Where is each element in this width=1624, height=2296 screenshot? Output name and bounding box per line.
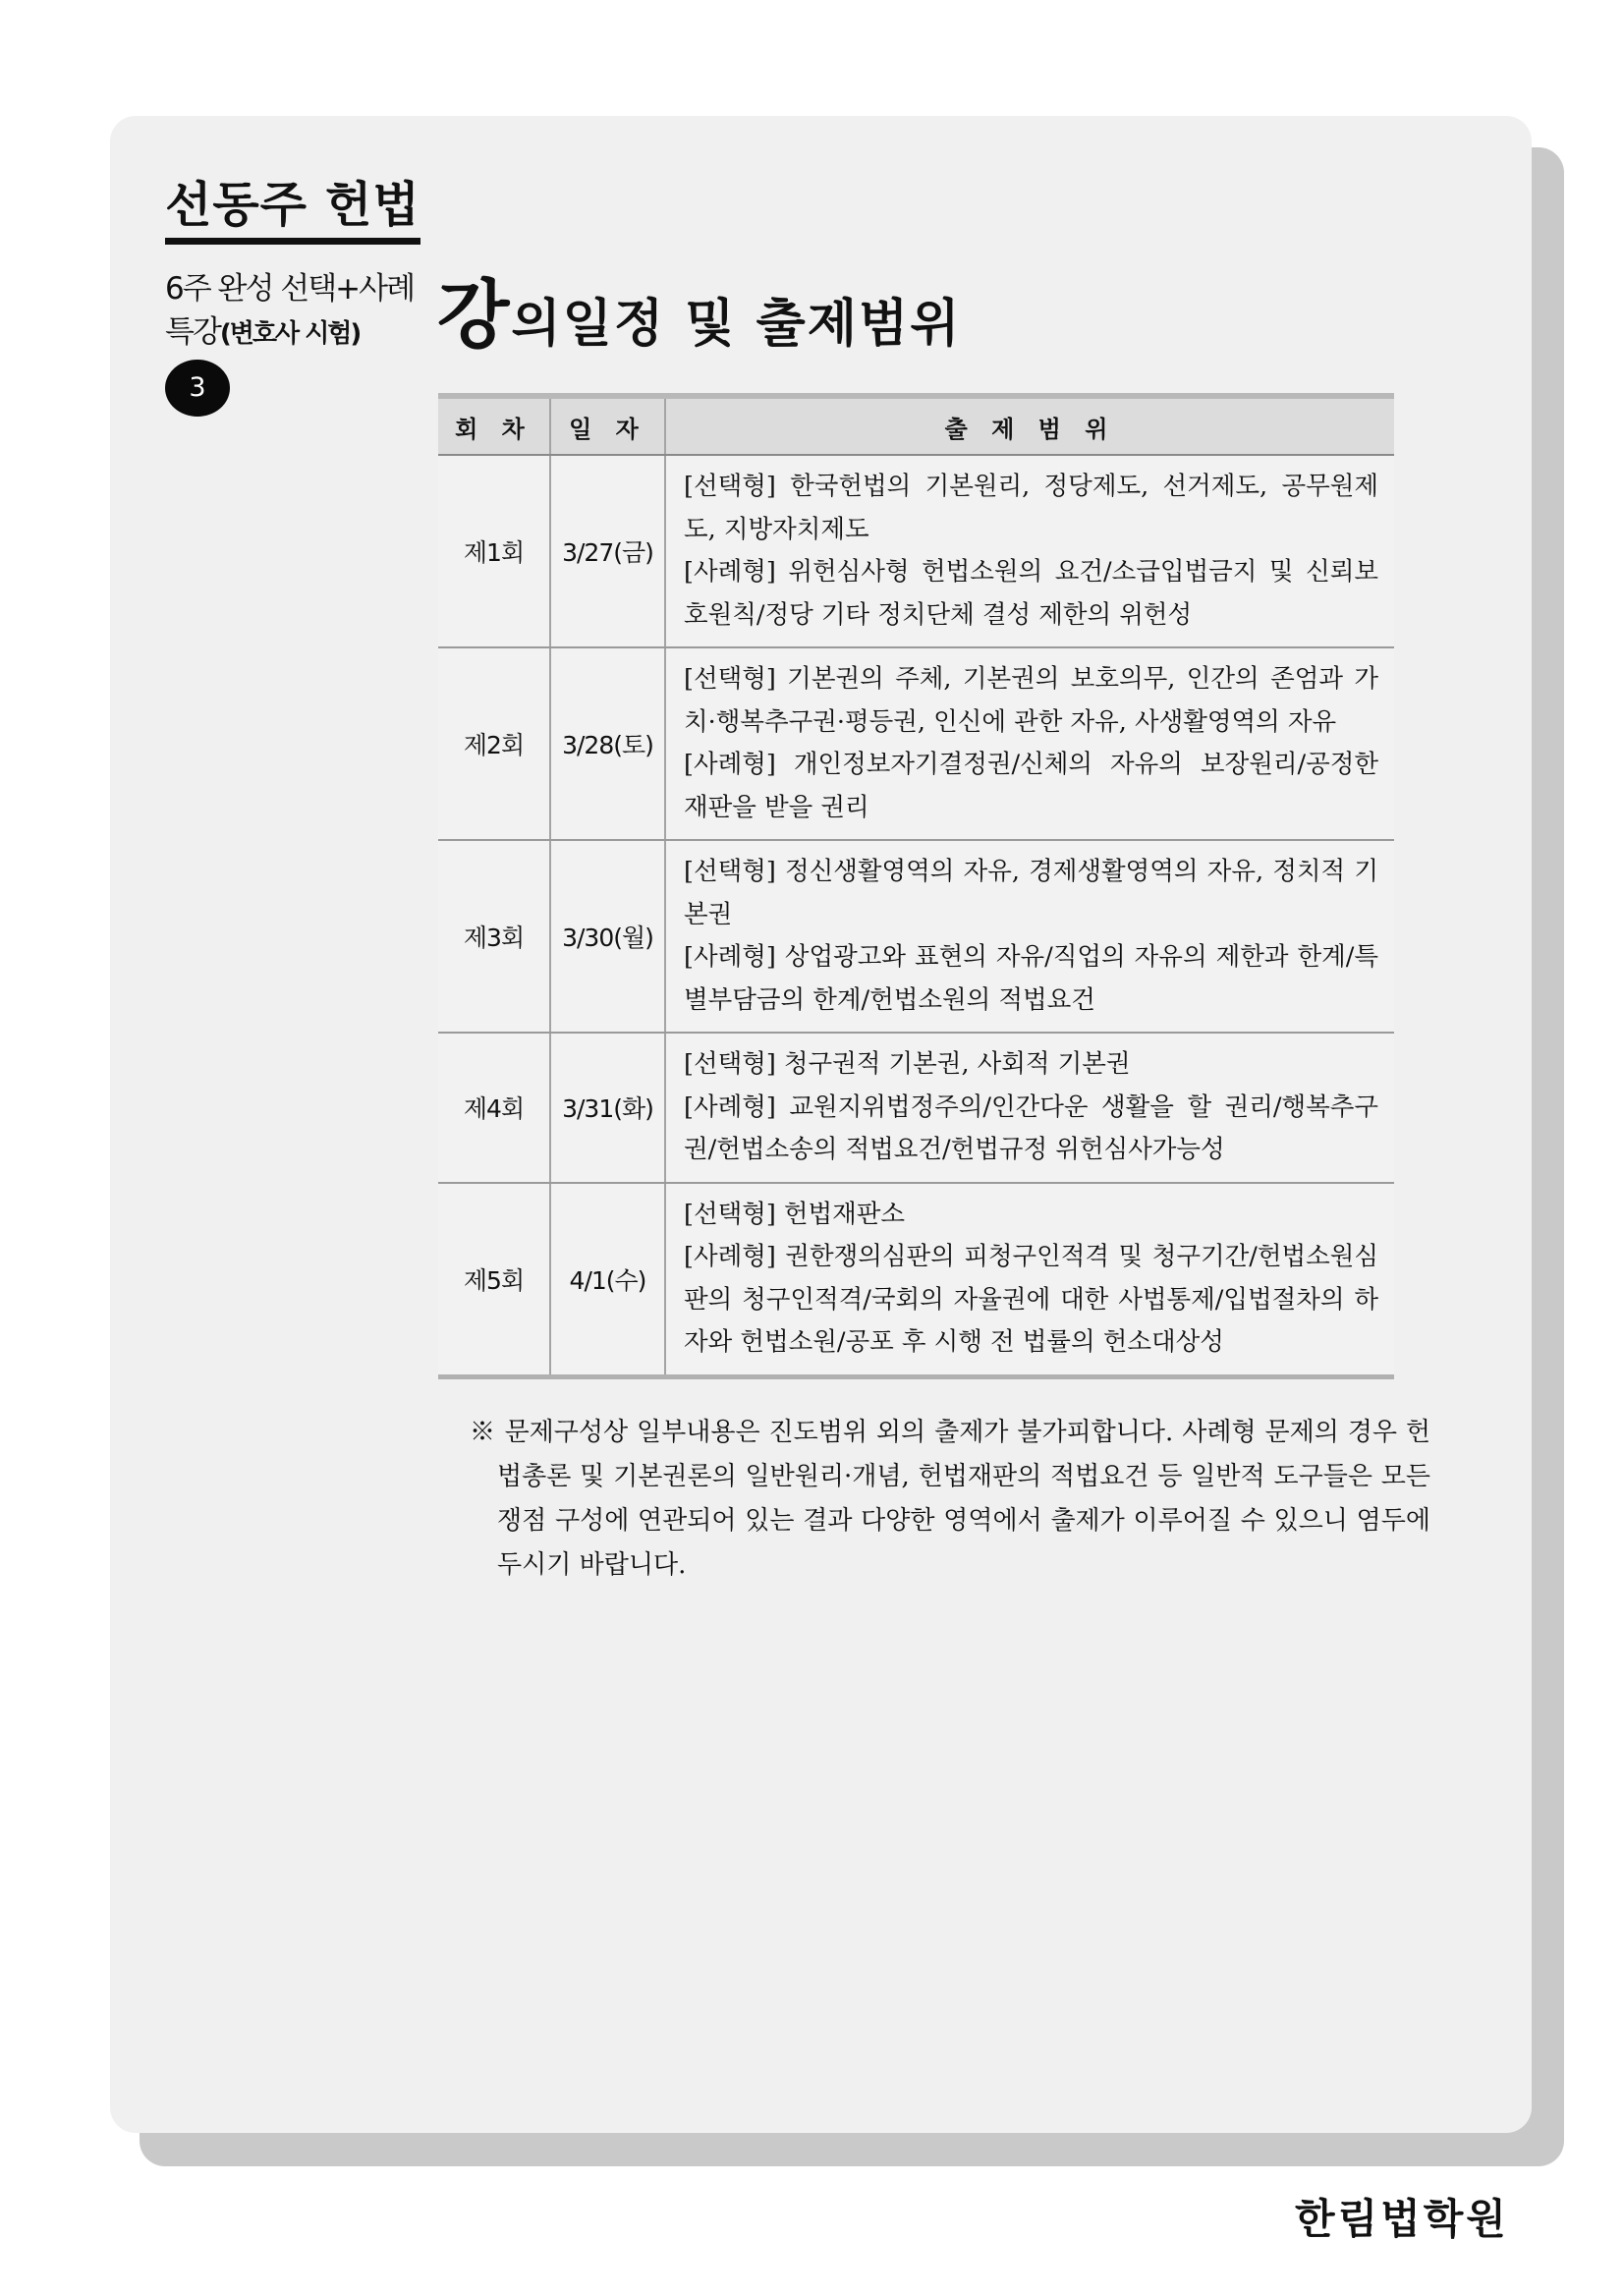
scope-line: [선택형] 기본권의 주체, 기본권의 보호의무, 인간의 존엄과 가치·행복추구권·평등권, 인신에 관한 자유, 사생활영역의 자유 — [684, 664, 1378, 737]
scope-line: [사례형] 권한쟁의심판의 피청구인적격 및 청구기간/헌법소원심판의 청구인적격/국회의 자율권에 대한 사법통제/입법절차의 하자와 헌법소원/공포 후 시행 전 법률의 헌소대상성 — [684, 1242, 1378, 1357]
date-cell: 3/27(금) — [550, 455, 665, 647]
scope-cell — [665, 840, 1394, 1033]
course-line2 — [165, 310, 414, 356]
course-line2-main: 특강 — [165, 314, 220, 350]
course-subtitle — [165, 267, 414, 356]
scope-cell — [665, 1033, 1394, 1183]
academy-logo: 한림법학원 — [1295, 2195, 1509, 2243]
header-date: 일 자 — [550, 396, 665, 455]
scope-line: [사례형] 교원지위법정주의/인간다운 생활을 할 권리/행복추구권/헌법소송의 적법요건/헌법규정 위헌심사가능성 — [684, 1092, 1378, 1164]
footnote: ※ 문제구성상 일부내용은 진도범위 외의 출제가 불가피합니다. 사례형 문제의 경우 헌법총론 및 기본권론의 일반원리·개념, 헌법재판의 적법요건 등 일반적 도구들은 모든 쟁점 구성에 연관되어 있는 결과 다양한 영역에서 출제가 이루어질 수 있으니 염두에 두시기 바랍니다. — [470, 1418, 1430, 1580]
course-number-badge: 3 — [165, 360, 230, 417]
session-cell: 제1회 — [438, 455, 550, 647]
scope-line: [선택형] 헌법재판소 — [684, 1199, 906, 1229]
header-session: 회 차 — [438, 396, 550, 455]
scope-line: [선택형] 한국헌법의 기본원리, 정당제도, 선거제도, 공무원제도, 지방자치제도 — [684, 472, 1378, 544]
table-row — [438, 455, 1394, 647]
date-cell: 4/1(수) — [550, 1183, 665, 1377]
heading-rest: 의일정 및 출제범위 — [511, 294, 962, 354]
scope-cell — [665, 455, 1394, 647]
header-scope: 출 제 범 위 — [665, 396, 1394, 455]
scope-line: [사례형] 개인정보자기결정권/신체의 자유의 보장원리/공정한 재판을 받을 권리 — [684, 750, 1378, 822]
scope-cell — [665, 1183, 1394, 1377]
session-cell: 제2회 — [438, 647, 550, 840]
course-line1: 6주 완성 선택+사례 — [165, 271, 415, 307]
session-cell: 제3회 — [438, 840, 550, 1033]
table-row — [438, 1183, 1394, 1377]
scope-line: [사례형] 상업광고와 표현의 자유/직업의 자유의 제한과 한계/특별부담금의 한계/헌법소원의 적법요건 — [684, 942, 1378, 1015]
date-cell: 3/30(월) — [550, 840, 665, 1033]
table-row — [438, 840, 1394, 1033]
table-row — [438, 1033, 1394, 1183]
scope-line: [선택형] 정신생활영역의 자유, 경제생활영역의 자유, 정치적 기본권 — [684, 857, 1378, 929]
session-cell: 제5회 — [438, 1183, 550, 1377]
date-cell: 3/28(토) — [550, 647, 665, 840]
table-row — [438, 647, 1394, 840]
page-heading — [437, 270, 962, 360]
table-header-row — [438, 396, 1394, 455]
session-cell: 제4회 — [438, 1033, 550, 1183]
scope-line: [선택형] 청구권적 기본권, 사회적 기본권 — [684, 1049, 1131, 1079]
scope-cell — [665, 647, 1394, 840]
schedule-table — [438, 393, 1394, 1379]
date-cell: 3/31(화) — [550, 1033, 665, 1183]
brand-title: 선동주 헌법 — [165, 177, 420, 245]
scope-line: [사례형] 위헌심사형 헌법소원의 요건/소급입법금지 및 신뢰보호원칙/정당 기타 정치단체 결성 제한의 위헌성 — [684, 557, 1378, 630]
heading-first-char: 강 — [437, 271, 512, 359]
course-line2-small: (변호사 시험) — [219, 319, 361, 349]
